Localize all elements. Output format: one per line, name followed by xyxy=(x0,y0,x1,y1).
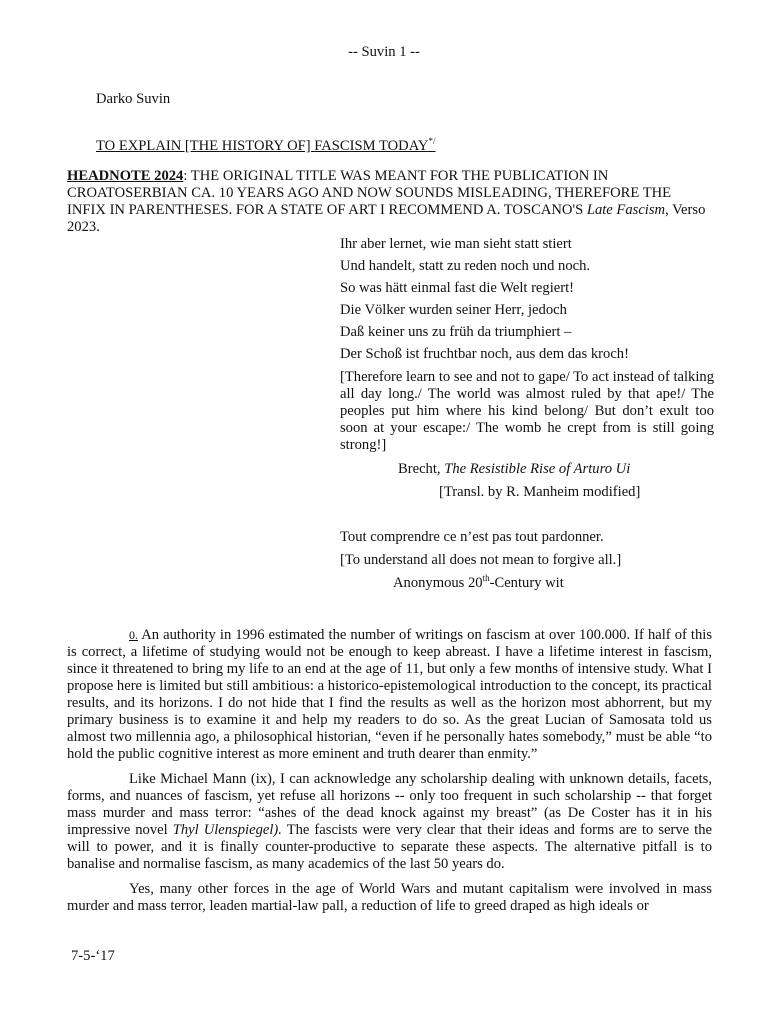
headnote-book: Late Fascism xyxy=(586,202,666,218)
poem-translation: [Therefore learn to see and not to gape/ To act instead of talking all day long./ The world was almost ruled by that ape!/ The peoples put him where his kind belong/ But don’t exult too soon at your escape:/ The womb he crept from is still going strong!] xyxy=(340,369,714,453)
paragraph-2: Yes, many other forces in the age of World Wars and mutant capitalism were involved in mass murder and mass terror, leaden martial-law pall, a reduction of life to greed draped as high ideals or xyxy=(67,881,712,914)
brecht-attribution xyxy=(340,461,714,478)
body-text xyxy=(67,627,712,923)
attribution-author: Brecht, xyxy=(398,461,445,477)
motto-attribution-sup: th xyxy=(482,573,490,583)
page-header: -- Suvin 1 -- xyxy=(348,44,420,60)
motto-attribution-pre: Anonymous 20 xyxy=(393,575,483,591)
motto-attribution-post: -Century wit xyxy=(489,575,564,591)
headnote xyxy=(67,168,712,236)
paragraph-1-text-b: The fascists were very clear that their ideas and forms are to serve the will to power, and it is finally counter-productive to separate these aspects. The alternative pitfall is to banalise and normalise fascism, as many academics of the last 50 years do. xyxy=(67,822,712,872)
paragraph-number: 0. xyxy=(129,628,138,642)
headnote-tail: , Verso 2023. xyxy=(67,202,706,235)
headnote-text: : THE ORIGINAL TITLE WAS MEANT FOR THE PUBLICATION IN CROATOSERBIAN CA. 10 YEARS AGO AND NOW SOUNDS MISLEADING, THEREFORE THE INFIX IN PARENTHESES. FOR A STATE OF ART I RECOMMEND A. TOSCANO'S xyxy=(67,168,672,218)
poem-line: Die Völker wurden seiner Herr, jedoch xyxy=(340,302,567,318)
title-footnote-mark[interactable]: */ xyxy=(428,136,436,146)
author-name: Darko Suvin xyxy=(96,91,171,107)
paragraph-0-text: An authority in 1996 estimated the number of writings on fascism at over 100.000. If half of this is correct, a lifetime of studying would not be enough to keep abreast. I have a lifetime interest in fascism, since it threatened to bring my life to an end at the age of 11, but only a few months of intensive study. What I propose here is limited but still ambitious: a historico-epistemological introduction to the concept, its practical results, and its horizons. I do not hide that I find the results as well as the horizon most abhorrent, but my primary business is to examine it and help my readers to do so. As the great Lucian of Samosata told us almost two millennia ago, a philosophical historian, “even if he personally hates somebody,” must be able “to hold the public cognitive interest as more eminent and truth dearer than enmity.” xyxy=(67,627,712,762)
brecht-epigraph xyxy=(340,236,714,501)
paragraph-1-book: Thyl Ulenspiegel). xyxy=(172,822,282,838)
anonymous-epigraph xyxy=(340,529,714,598)
poem-line: Und handelt, statt zu reden noch und noch. xyxy=(340,258,591,274)
motto-english: [To understand all does not mean to forgive all.] xyxy=(340,552,622,568)
motto-attribution xyxy=(340,575,714,598)
footer-date: 7-5-‘17 xyxy=(71,948,115,964)
poem-line: Der Schoß ist fruchtbar noch, aus dem das kroch! xyxy=(340,346,629,362)
paragraph-0 xyxy=(67,627,712,763)
paragraph-1 xyxy=(67,771,712,873)
translator-note: [Transl. by R. Manheim modified] xyxy=(439,484,641,500)
paragraph-1-text-a: Like Michael Mann (ix), I can acknowledge any scholarship dealing with unknown details, facets, forms, and nuances of fascism, yet refuse all horizons -- only too frequent in such scholarship -- that forget mass murder and mass terror: “ashes of the dead knock against my breast” (as De Coster has it in his impressive novel xyxy=(67,771,712,838)
attribution-work: The Resistible Rise of Arturo Ui xyxy=(444,461,631,477)
poem-line: Ihr aber lernet, wie man sieht statt stiert xyxy=(340,236,572,252)
document-title xyxy=(96,138,435,155)
headnote-label: HEADNOTE 2024 xyxy=(67,168,184,184)
motto-french: Tout comprendre ce n’est pas tout pardonner. xyxy=(340,529,604,545)
poem-line: So was hätt einmal fast die Welt regiert! xyxy=(340,280,575,296)
poem-line: Daß keiner uns zu früh da triumphiert – xyxy=(340,324,572,340)
title-text: TO EXPLAIN [THE HISTORY OF] FASCISM TODAY xyxy=(96,138,429,154)
